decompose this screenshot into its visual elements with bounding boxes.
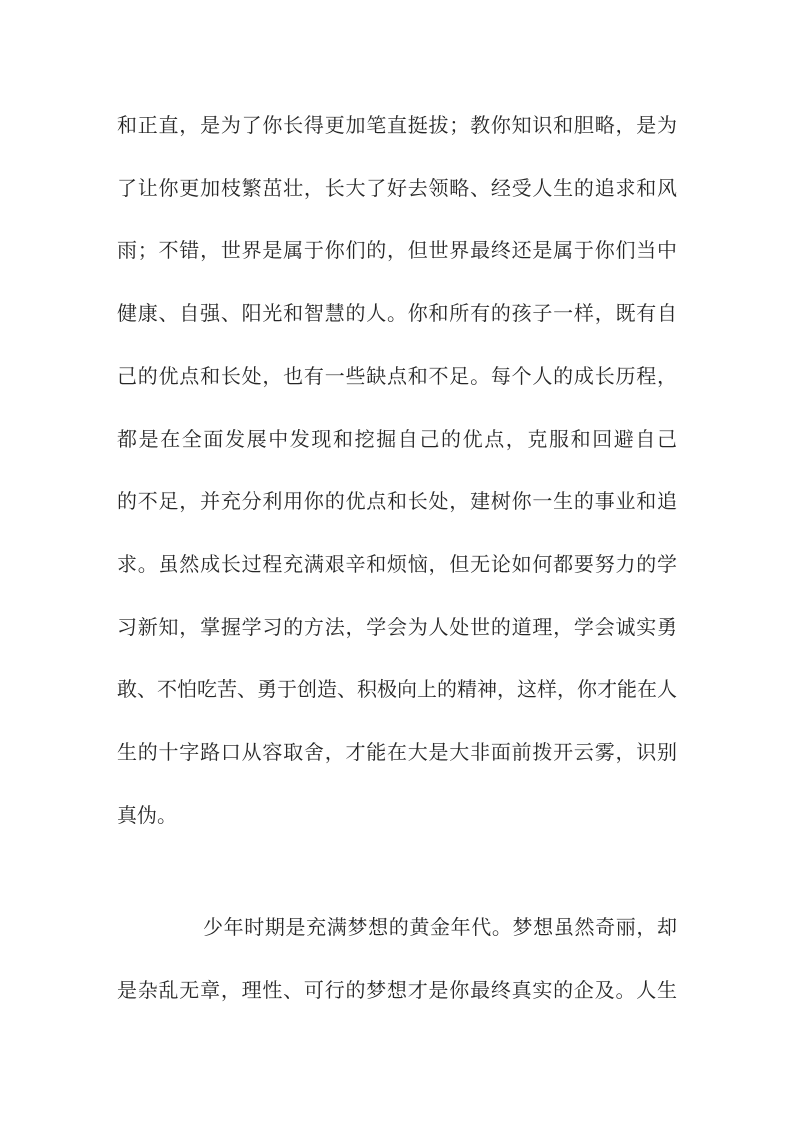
text-line: 求。虽然成长过程充满艰辛和烦恼，但无论如何都要努力的学 <box>117 553 677 576</box>
text-line: 生的十字路口从容取舍，才能在大是大非面前拨开云雾，识别 <box>117 742 677 765</box>
text-line: 少年时期是充满梦想的黄金年代。梦想虽然奇丽，却 <box>203 917 677 940</box>
paragraph <box>117 95 677 847</box>
text-line: 习新知，掌握学习的方法，学会为人处世的道理，学会诚实勇 <box>117 616 677 639</box>
text-line: 和正直，是为了你长得更加笔直挺拔；教你知识和胆略，是为 <box>117 115 677 137</box>
text-line: 健康、自强、阳光和智慧的人。你和所有的孩子一样，既有自 <box>117 303 677 326</box>
text-line: 都是在全面发展中发现和挖掘自己的优点，克服和回避自己 <box>117 428 677 451</box>
paragraph <box>117 897 677 1022</box>
text-line: 是杂乱无章，理性、可行的梦想才是你最终真实的企及。人生 <box>117 980 677 1003</box>
text-line: 的不足，并充分利用你的优点和长处，建树你一生的事业和追 <box>117 491 677 514</box>
document-text-block <box>117 95 677 1023</box>
text-line: 了让你更加枝繁茁壮，长大了好去领略、经受人生的追求和风 <box>117 177 677 200</box>
text-line: 己的优点和长处，也有一些缺点和不足。每个人的成长历程， <box>117 365 677 388</box>
text-line: 敢、不怕吃苦、勇于创造、积极向上的精神，这样，你才能在人 <box>117 679 677 702</box>
text-line: 雨；不错，世界是属于你们的，但世界最终还是属于你们当中 <box>117 240 677 263</box>
text-line: 真伪。 <box>117 804 177 827</box>
